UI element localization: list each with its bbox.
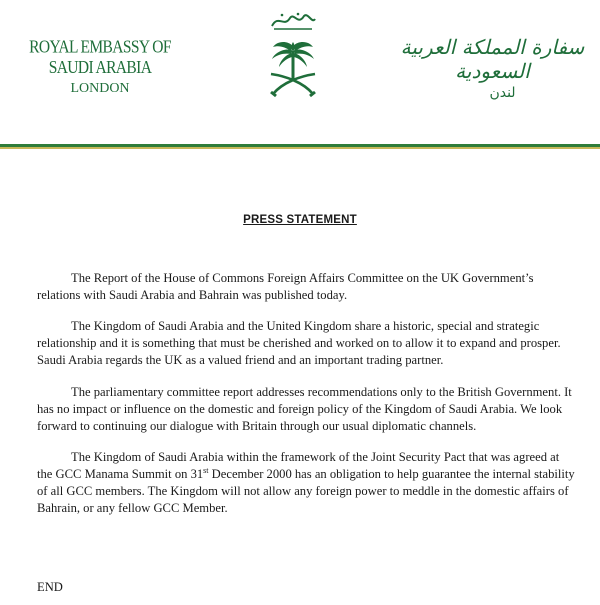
arabic-city: لندن xyxy=(489,85,516,101)
paragraph-4-part-2: December 2000 has an obligation to help guarantee the internal stability of all GCC members. The Kingdom will not allow any foreign power to meddle in the domestic affairs of Bahrain, or any fellow GCC Member. xyxy=(37,467,575,515)
embassy-name-line1: ROYAL EMBASSY OF SAUDI ARABIA xyxy=(29,37,171,78)
embassy-name-english xyxy=(10,37,190,97)
arabic-embassy-title: سفارة المملكة العربية السعودية xyxy=(400,35,585,83)
document-heading: PRESS STATEMENT xyxy=(243,214,357,226)
ordinal-suffix: st xyxy=(203,465,209,475)
letterhead xyxy=(0,0,600,152)
paragraph-2: The Kingdom of Saudi Arabia and the United Kingdom share a historic, special and strategic relationship and it is something that must be cherished and worked on to allow it to expand and prosper. Saudi Arabia regards the UK as a valued friend and an important trading partner. xyxy=(37,319,561,367)
end-marker: END xyxy=(37,580,63,594)
calligraphy-emblem-icon xyxy=(268,10,318,32)
paragraph-4 xyxy=(37,449,577,517)
letterhead-divider-gold xyxy=(0,147,600,149)
paragraph-3: The parliamentary committee report addresses recommendations only to the British Government. It has no impact or influence on the domestic and foreign policy of the Kingdom of Saudi Arabia. We look forward to continuing our dialogue with Britain through our usual diplomatic channels. xyxy=(37,385,572,433)
palm-and-swords-emblem-icon xyxy=(265,38,321,104)
document-body xyxy=(37,270,577,531)
embassy-city: LONDON xyxy=(70,81,130,96)
embassy-name-arabic xyxy=(395,35,590,101)
paragraph-1: The Report of the House of Commons Foreign Affairs Committee on the UK Government’s relations with Saudi Arabia and Bahrain was published today. xyxy=(37,271,534,302)
paragraph-4-part-1: The Kingdom of Saudi Arabia within the framework of the Joint Security Pact that was agreed at the GCC Manama Summit on 31 xyxy=(37,450,560,481)
